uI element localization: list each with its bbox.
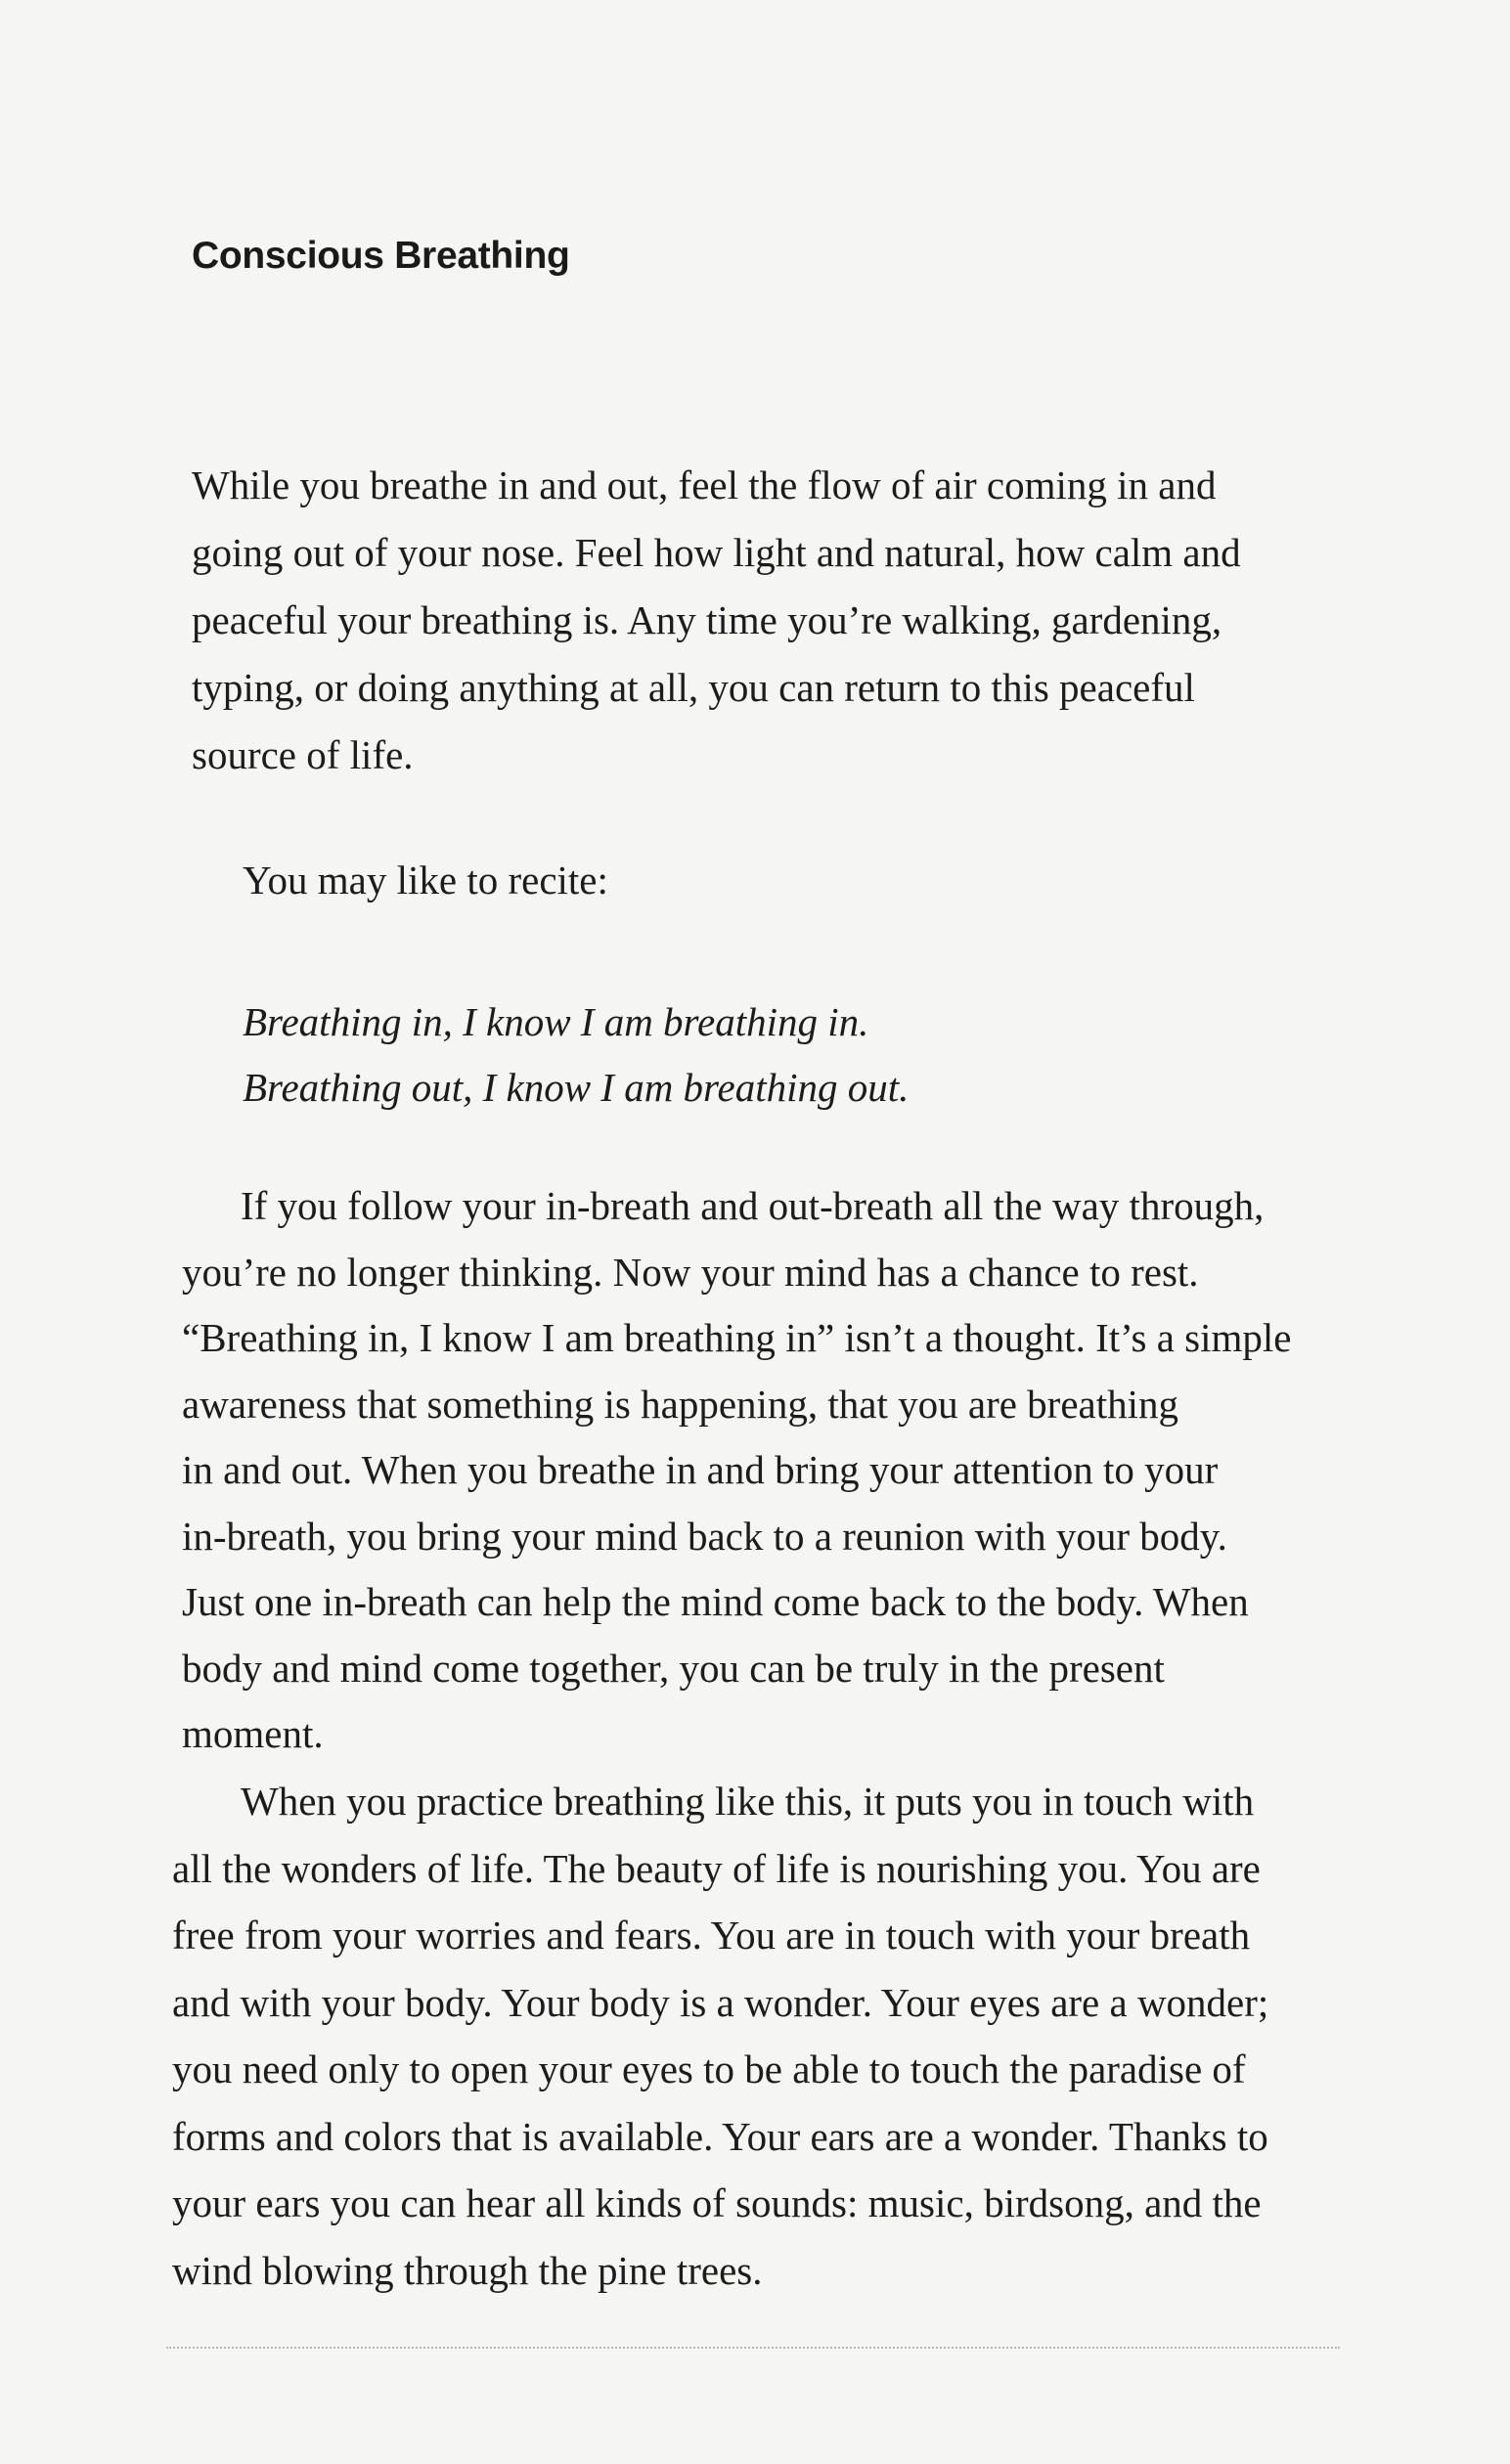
paragraph-line: in and out. When you breathe in and bring your attention to your	[182, 1447, 1219, 1492]
paragraph-line: body and mind come together, you can be truly in the present	[182, 1645, 1165, 1691]
paragraph-line: Just one in-breath can help the mind come back to the body. When	[182, 1579, 1249, 1624]
paragraph-line: your ears you can hear all kinds of sounds: music, birdsong, and the	[172, 2180, 1262, 2225]
paragraph-line: typing, or doing anything at all, you can return to this peaceful	[192, 665, 1195, 710]
section-heading: Conscious Breathing	[192, 235, 570, 277]
page-bottom-rule	[166, 2347, 1340, 2349]
paragraph-line: going out of your nose. Feel how light and natural, how calm and	[192, 530, 1241, 575]
paragraph-line: source of life.	[192, 732, 414, 777]
paragraph-line: peaceful your breathing is. Any time you’re walking, gardening,	[192, 597, 1222, 642]
paragraph-2	[182, 1173, 1414, 1768]
recitation-block	[243, 990, 909, 1121]
paragraph-line: and with your body. Your body is a wonder. Your eyes are a wonder;	[172, 1979, 1269, 2025]
recitation-line: Breathing out, I know I am breathing out.	[243, 1065, 910, 1110]
paragraph-line: “Breathing in, I know I am breathing in” isn’t a thought. It’s a simple	[182, 1315, 1292, 1360]
paragraph-line: you need only to open your eyes to be able to touch the paradise of	[172, 2046, 1246, 2091]
recitation-line: Breathing in, I know I am breathing in.	[243, 999, 869, 1044]
paragraph-line: in-breath, you bring your mind back to a reunion with your body.	[182, 1513, 1227, 1559]
paragraph-1	[192, 452, 1365, 789]
paragraph-line: wind blowing through the pine trees.	[172, 2247, 763, 2293]
paragraph-3	[172, 1768, 1424, 2304]
paragraph-line: you’re no longer thinking. Now your mind has a chance to rest.	[182, 1249, 1199, 1295]
paragraph-line: While you breathe in and out, feel the flow of air coming in and	[192, 462, 1217, 507]
recite-intro: You may like to recite:	[243, 858, 608, 902]
paragraph-line: When you practice breathing like this, it puts you in touch with	[241, 1779, 1255, 1824]
paragraph-line: moment.	[182, 1711, 324, 1756]
paragraph-line: all the wonders of life. The beauty of life is nourishing you. You are	[172, 1845, 1261, 1891]
paragraph-line: awareness that something is happening, that you are breathing	[182, 1381, 1179, 1427]
paragraph-line: If you follow your in-breath and out-breath all the way through,	[241, 1183, 1265, 1228]
paragraph-line: forms and colors that is available. Your ears are a wonder. Thanks to	[172, 2113, 1268, 2159]
paragraph-line: free from your worries and fears. You are in touch with your breath	[172, 1913, 1251, 1958]
